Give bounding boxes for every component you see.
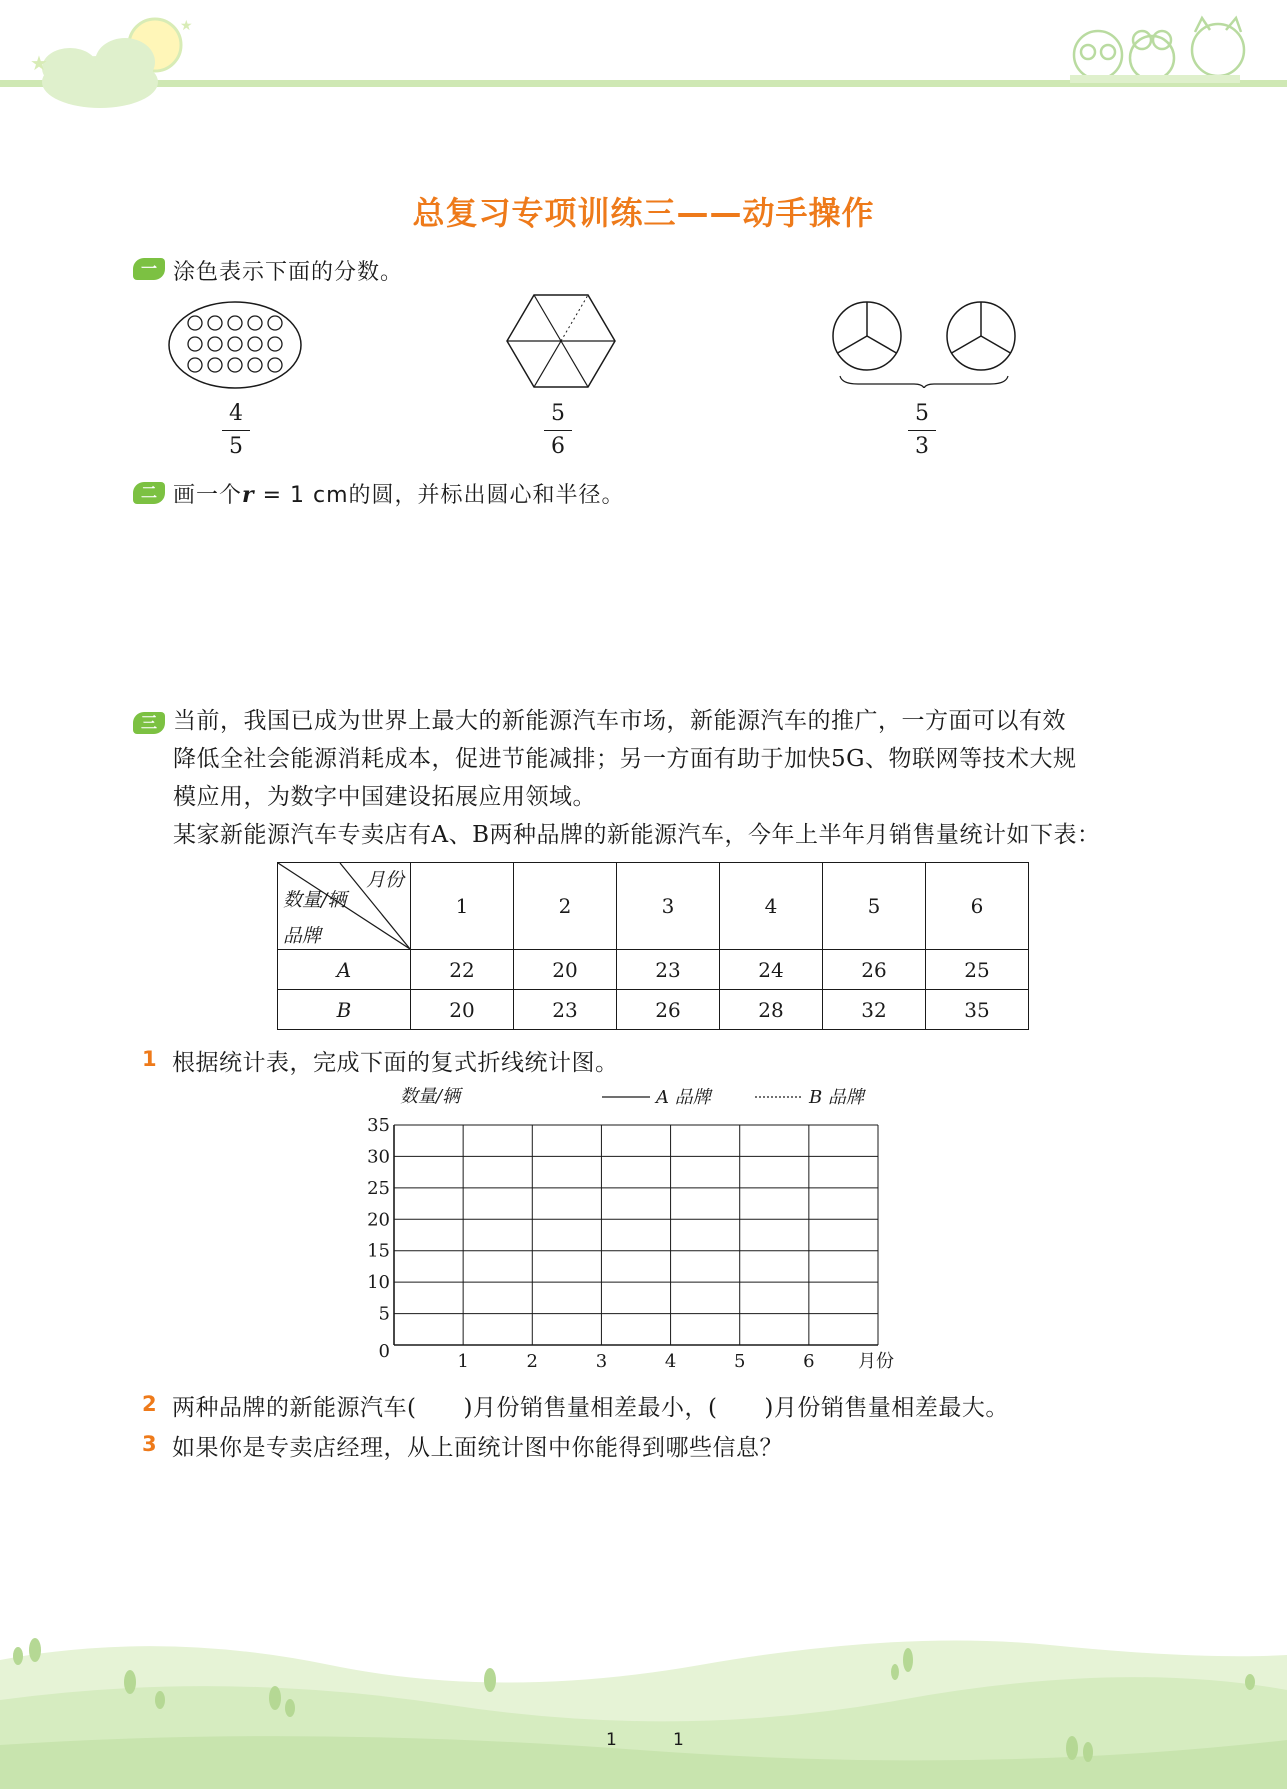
page-title: 总复习专项训练三——动手操作 — [412, 194, 875, 232]
month-header: 2 — [514, 863, 617, 950]
table-cell: 26 — [617, 990, 720, 1030]
table-cell: 23 — [617, 950, 720, 990]
header-decoration — [0, 0, 1287, 115]
brand-cell: A — [278, 950, 411, 990]
chart-y-ticks — [367, 1115, 390, 1362]
chart-y-tick-label: 30 — [367, 1146, 390, 1168]
legend-b-label: B 品牌 — [809, 1087, 864, 1108]
table-cell: 20 — [411, 990, 514, 1030]
fraction-3-numerator: 5 — [915, 401, 929, 426]
svg-text:★: ★ — [30, 51, 48, 75]
question-2-number: 2 — [142, 1392, 157, 1416]
month-header: 4 — [720, 863, 823, 950]
section-3-paragraph — [173, 702, 1148, 854]
table-row — [278, 950, 1029, 990]
table-cell: 23 — [514, 990, 617, 1030]
fraction-3-denominator: 3 — [915, 434, 929, 459]
paragraph-line: 当前，我国已成为世界上最大的新能源汽车市场，新能源汽车的推广，一方面可以有效 — [173, 708, 1066, 734]
page-number-right: 1 — [673, 1730, 684, 1750]
table-cell: 20 — [514, 950, 617, 990]
chart-x-tick-label: 5 — [733, 1351, 746, 1372]
chart-y-label: 数量/辆 — [400, 1086, 461, 1107]
fraction-1 — [216, 400, 256, 461]
chart-x-tick-label: 3 — [595, 1351, 608, 1372]
chart-x-ticks — [457, 1351, 814, 1372]
table-intro: 某家新能源汽车专卖店有A、B两种品牌的新能源汽车，今年上半年月销售量统计如下表： — [173, 822, 1101, 848]
section-2-text — [173, 478, 625, 509]
fraction-bar — [544, 430, 572, 431]
paragraph-line: 降低全社会能源消耗成本，促进节能减排；另一方面有助于加快5G、物联网等技术大规 — [173, 746, 1077, 772]
brand-cell: B — [278, 990, 411, 1030]
sun-cloud-icon — [30, 18, 193, 108]
paragraph-line: 模应用，为数字中国建设拓展应用领域。 — [173, 784, 596, 810]
section-1-badge: 一 — [133, 258, 165, 280]
fraction-bar — [908, 430, 936, 431]
chart-y-tick-label: 5 — [378, 1303, 390, 1325]
table-cell: 28 — [720, 990, 823, 1030]
line-chart[interactable] — [340, 1085, 920, 1380]
brace-icon — [840, 376, 1008, 388]
radius-variable: r — [242, 482, 255, 508]
chart-grid — [394, 1125, 878, 1345]
table-cell: 26 — [823, 950, 926, 990]
chart-y-tick-label: 20 — [367, 1209, 390, 1231]
fraction-2-numerator: 5 — [551, 401, 565, 426]
table-cell: 24 — [720, 950, 823, 990]
section-1-text: 涂色表示下面的分数。 — [173, 260, 404, 285]
month-header: 1 — [411, 863, 514, 950]
fraction-bar — [222, 430, 250, 431]
chart-y-tick-label: 10 — [367, 1272, 390, 1294]
legend-a-label: A 品牌 — [656, 1087, 711, 1108]
table-cell: 32 — [823, 990, 926, 1030]
hexagon-shape[interactable] — [505, 292, 617, 392]
page-number-left: 1 — [606, 1730, 617, 1750]
fraction-1-numerator: 4 — [229, 401, 243, 426]
month-header: 5 — [823, 863, 926, 950]
table-cell: 22 — [411, 950, 514, 990]
chart-y-tick-label: 0 — [378, 1341, 390, 1362]
chart-x-label: 月份 — [858, 1351, 894, 1372]
oval-with-circles[interactable] — [165, 298, 305, 392]
chart-x-tick-label: 6 — [803, 1351, 815, 1372]
table-corner-cell — [278, 863, 411, 950]
section-2-badge: 二 — [133, 482, 165, 504]
chart-y-tick-label: 35 — [367, 1115, 390, 1136]
section-3-badge: 三 — [133, 712, 165, 734]
section-2-text-before: 画一个 — [173, 483, 243, 508]
question-3-text: 如果你是专卖店经理，从上面统计图中你能得到哪些信息？ — [172, 1435, 783, 1461]
month-header: 6 — [926, 863, 1029, 950]
chart-x-tick-label: 2 — [526, 1351, 539, 1372]
month-header: 3 — [617, 863, 720, 950]
question-3-number: 3 — [142, 1432, 157, 1456]
corner-label-brand: 品牌 — [283, 925, 322, 947]
svg-text:★: ★ — [180, 18, 193, 34]
question-2-text: 两种品牌的新能源汽车( )月份销售量相差最小，( )月份销售量相差最大。 — [172, 1395, 1009, 1421]
fraction-1-denominator: 5 — [229, 434, 243, 459]
chart-x-tick-label: 1 — [457, 1351, 469, 1372]
corner-label-month: 月份 — [366, 869, 405, 891]
fraction-2-denominator: 6 — [551, 434, 565, 459]
two-circles-thirds[interactable] — [828, 298, 1020, 388]
fraction-3 — [902, 400, 942, 461]
chart-y-tick-label: 15 — [367, 1240, 390, 1262]
chart-y-tick-label: 25 — [367, 1177, 390, 1199]
corner-label-quantity: 数量/辆 — [283, 889, 347, 911]
table-row — [278, 990, 1029, 1030]
chart-x-tick-label: 4 — [664, 1351, 677, 1372]
fraction-2 — [538, 400, 578, 461]
question-1-number: 1 — [142, 1047, 157, 1071]
animal-faces-icon — [1070, 18, 1244, 83]
table-cell: 35 — [926, 990, 1029, 1030]
section-2-text-after: = 1 cm的圆，并标出圆心和半径。 — [254, 483, 625, 508]
question-1-text: 根据统计表，完成下面的复式折线统计图。 — [172, 1050, 619, 1076]
footer-decoration — [0, 1620, 1287, 1789]
table-cell: 25 — [926, 950, 1029, 990]
drawing-area[interactable] — [173, 520, 1153, 680]
sales-table — [277, 862, 1029, 1030]
